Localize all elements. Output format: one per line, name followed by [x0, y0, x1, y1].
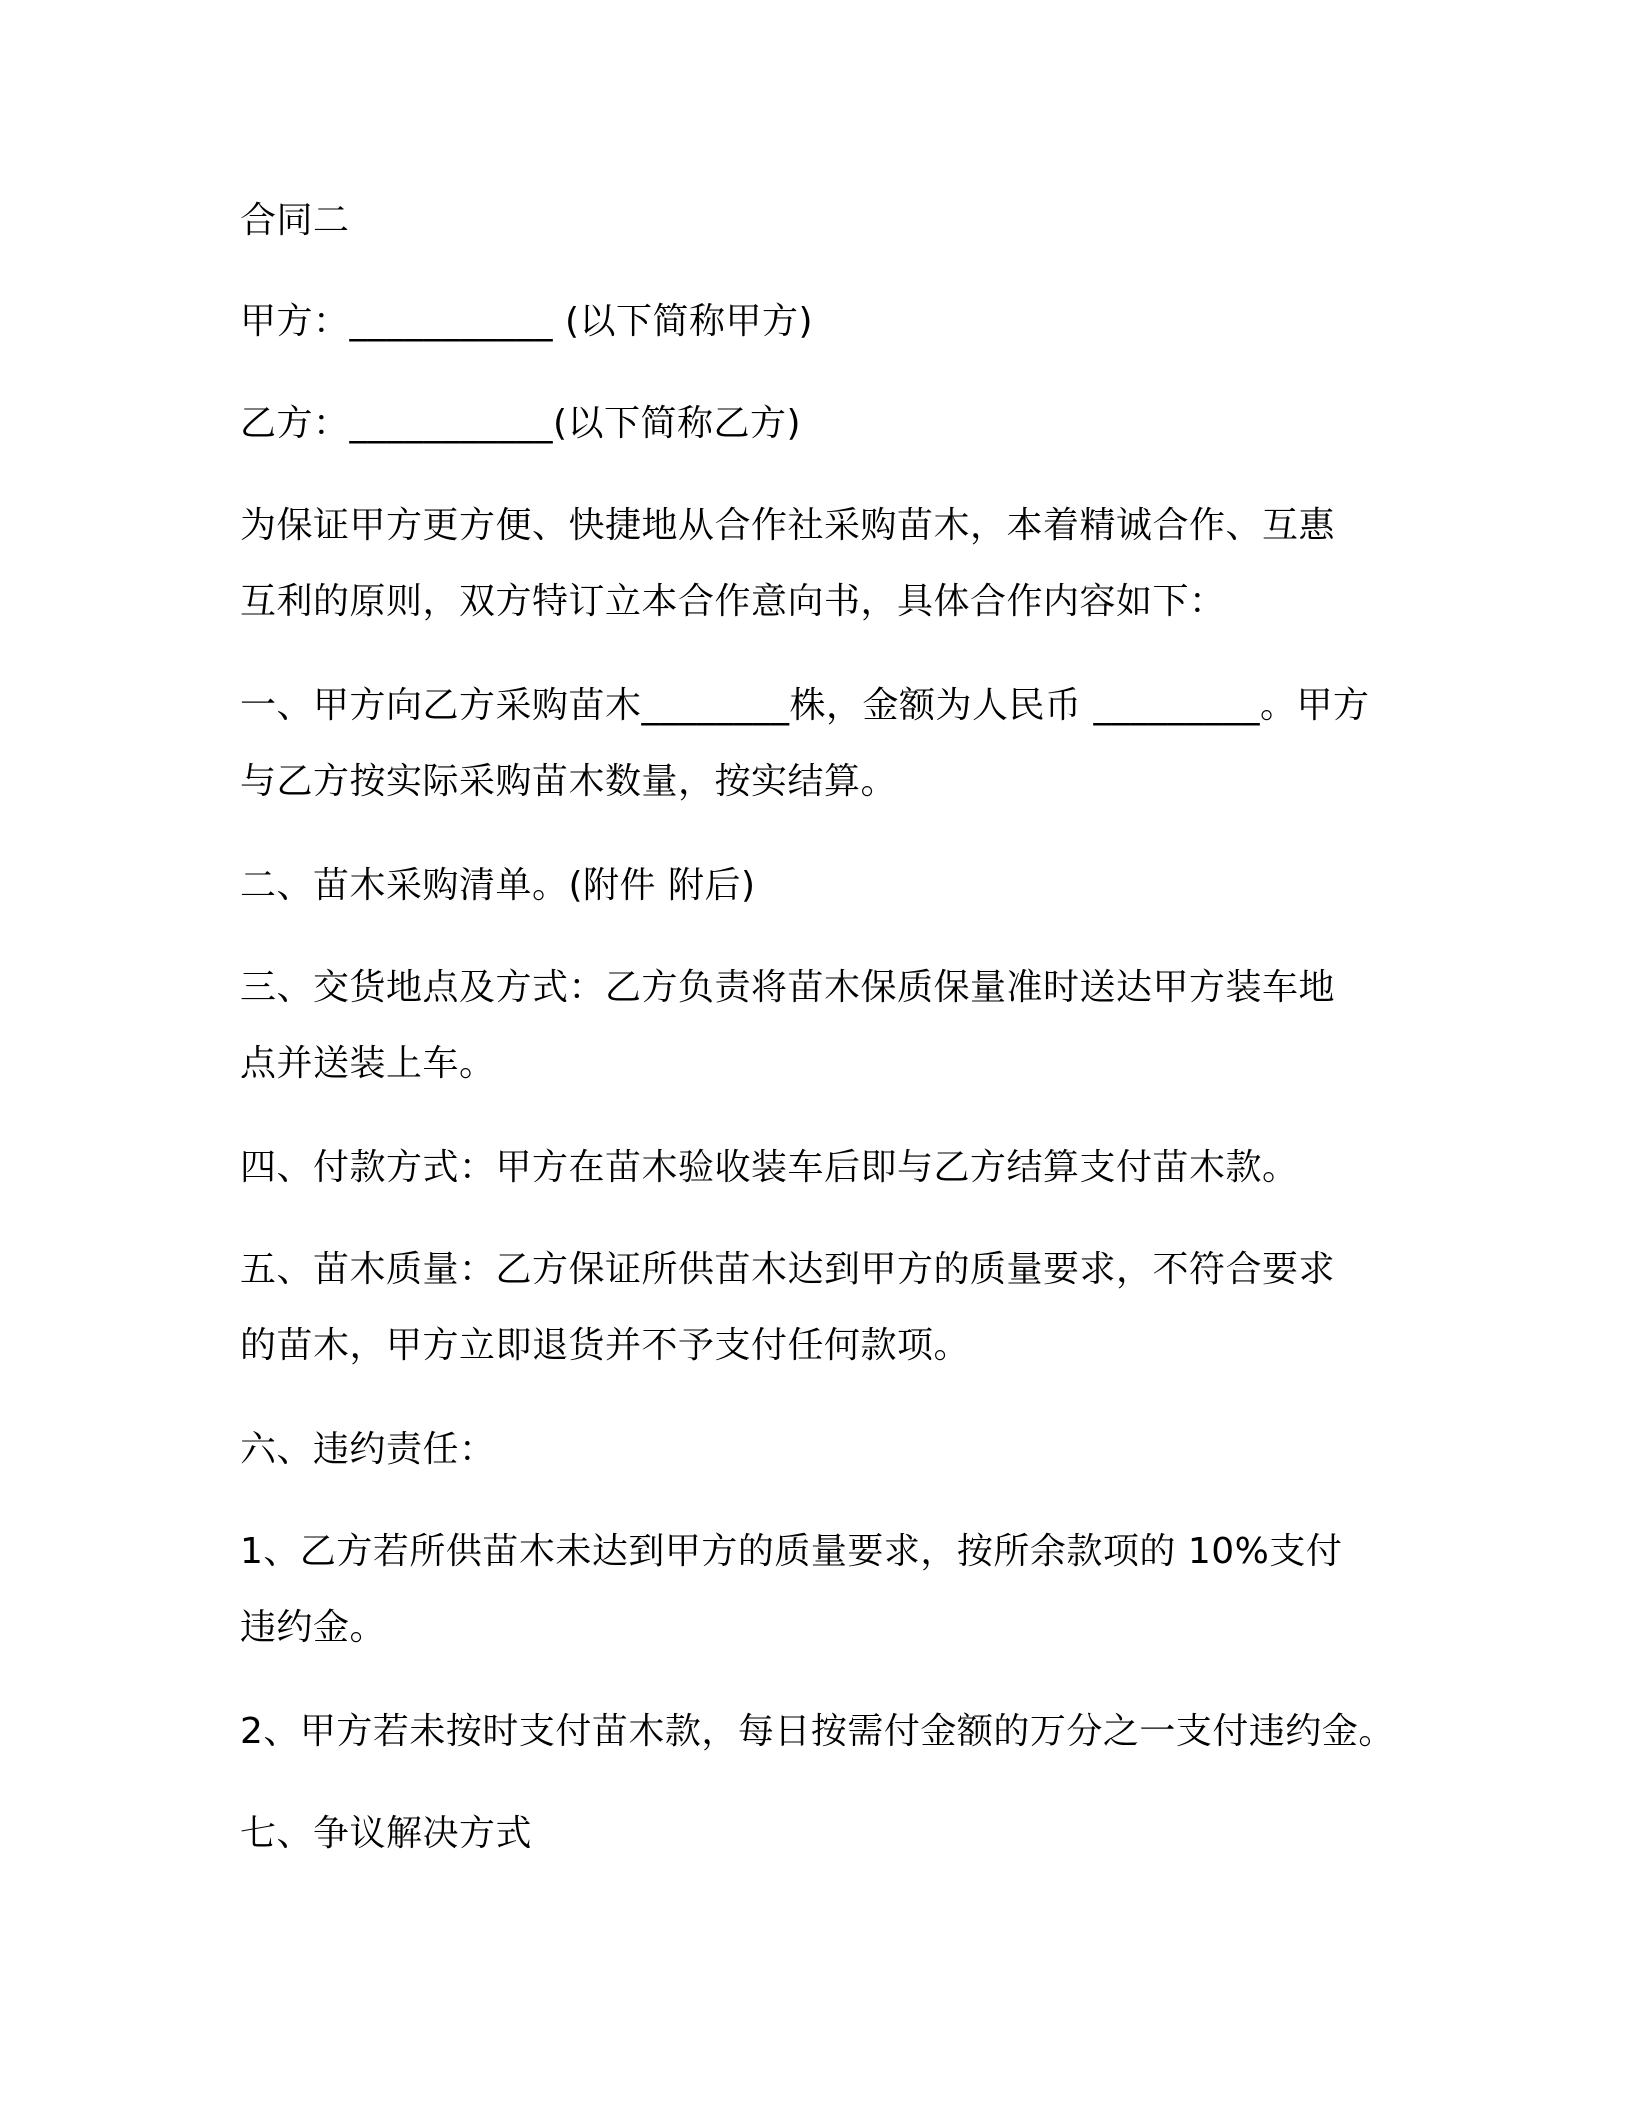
- clause-6-item-2: 2、甲方若未按时支付苗木款，每日按需付金额的万分之一支付违约金。: [240, 1711, 1395, 1752]
- clause-5-line-1: 五、苗木质量：乙方保证所供苗木达到甲方的质量要求，不符合要求: [240, 1249, 1336, 1290]
- clause-3-line-1: 三、交货地点及方式：乙方负责将苗木保质保量准时送达甲方装车地: [240, 967, 1336, 1008]
- clause-2: 二、苗木采购清单。(附件 附后): [240, 865, 756, 906]
- contract-title: 合同二: [240, 200, 350, 241]
- clause-1-line-2: 与乙方按实际采购苗木数量，按实结算。: [240, 761, 898, 802]
- preamble-line-1: 为保证甲方更方便、快捷地从合作社采购苗木，本着精诚合作、互惠: [240, 505, 1336, 546]
- party-a-line: 甲方：___________ (以下简称甲方): [240, 301, 814, 342]
- clause-5-line-2: 的苗木，甲方立即退货并不予支付任何款项。: [240, 1325, 971, 1366]
- clause-3-line-2: 点并送装上车。: [240, 1043, 496, 1084]
- party-b-line: 乙方：___________(以下简称乙方): [240, 403, 802, 444]
- clause-6-item-1-line-2: 违约金。: [240, 1607, 387, 1648]
- clause-6-item-1-line-1: 1、乙方若所供苗木未达到甲方的质量要求，按所余款项的 10%支付: [240, 1531, 1343, 1572]
- clause-7-heading: 七、争议解决方式: [240, 1813, 533, 1854]
- preamble-line-2: 互利的原则，双方特订立本合作意向书，具体合作内容如下：: [240, 581, 1226, 622]
- clause-4: 四、付款方式：甲方在苗木验收装车后即与乙方结算支付苗木款。: [240, 1147, 1299, 1188]
- clause-6-heading: 六、违约责任：: [240, 1429, 496, 1470]
- clause-1-line-1: 一、甲方向乙方采购苗木________株，金额为人民币 _________。甲方: [240, 685, 1370, 726]
